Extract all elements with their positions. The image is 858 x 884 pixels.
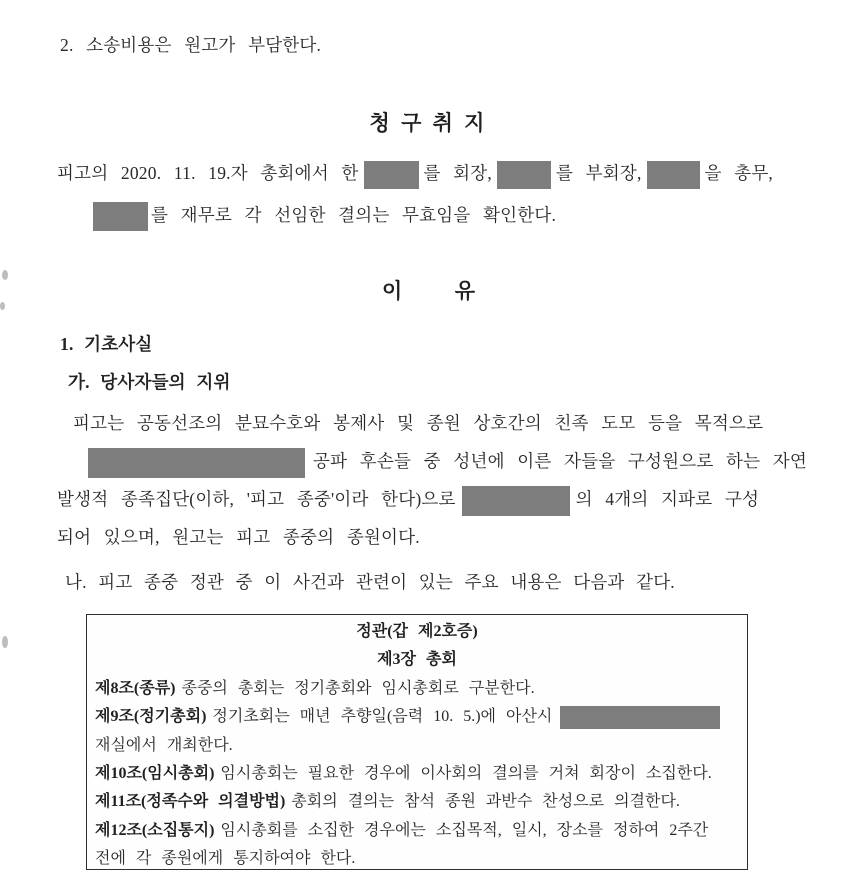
redaction-box xyxy=(462,486,570,516)
claim-line-1-text-3: 를 부회장, xyxy=(555,163,642,183)
article-11-label: 제11조(정족수와 의결방법) xyxy=(95,793,286,811)
bylaws-article-12-continued: 전에 각 종원에게 통지하여야 한다. xyxy=(95,850,356,868)
bylaws-article-9 xyxy=(95,703,739,731)
redaction-box xyxy=(647,161,700,189)
article-9-text: 정기초회는 매년 추향일(음력 10. 5.)에 아산시 xyxy=(212,708,553,726)
bylaws-article-12 xyxy=(95,817,739,845)
redaction-box xyxy=(560,706,720,729)
facts-paragraph-line-3-text-1: 발생적 종족집단(이하, '피고 종중'이라 한다)으로 xyxy=(57,489,456,509)
facts-paragraph-line-2-text: 공파 후손들 중 성년에 이른 자들을 구성원으로 하는 자연 xyxy=(313,451,808,471)
redaction-box xyxy=(497,161,551,189)
article-11-text: 총회의 결의는 참석 종원 과반수 찬성으로 의결한다. xyxy=(291,793,680,811)
heading-basic-facts: 1. 기초사실 xyxy=(60,334,153,354)
scan-artifact xyxy=(0,302,5,310)
redaction-box xyxy=(88,448,305,478)
article-8-text: 종중의 총회는 정기총회와 임시총회로 구분한다. xyxy=(181,679,535,697)
bylaws-article-9-continued: 재실에서 개최한다. xyxy=(95,736,233,754)
facts-paragraph-line-3-text-2: 의 4개의 지파로 구성 xyxy=(575,489,760,509)
costs-order-line: 2. 소송비용은 원고가 부담한다. xyxy=(60,35,322,55)
scan-artifact xyxy=(2,270,8,280)
article-8-label: 제8조(종류) xyxy=(95,679,176,697)
facts-paragraph-line-2 xyxy=(57,442,808,480)
redaction-box xyxy=(93,202,148,231)
article-12-label: 제12조(소집통지) xyxy=(95,821,215,839)
heading-bylaws-contents: 나. 피고 종중 정관 중 이 사건과 관련이 있는 주요 내용은 다음과 같다. xyxy=(65,572,675,592)
claim-line-2 xyxy=(57,194,800,236)
claim-line-1-text-4: 을 총무, xyxy=(704,163,774,183)
bylaws-article-11 xyxy=(95,788,739,816)
claim-line-1-text-2: 를 회장, xyxy=(423,163,492,183)
bylaws-article-8 xyxy=(95,675,739,703)
facts-paragraph-line-3 xyxy=(57,480,800,518)
article-12-text: 임시총회를 소집한 경우에는 소집목적, 일시, 장소를 정하여 2주간 xyxy=(220,821,709,839)
article-10-label: 제10조(임시총회) xyxy=(95,765,215,783)
claim-section-title: 청 구 취 지 xyxy=(369,111,488,135)
facts-paragraph-line-1: 피고는 공동선조의 분묘수호와 봉제사 및 종원 상호간의 친족 도모 등을 목적으로 xyxy=(73,413,764,433)
redaction-box xyxy=(364,161,419,189)
bylaws-title: 정관(갑 제2호증) xyxy=(356,623,478,640)
reasons-section-title: 이 유 xyxy=(381,279,476,303)
facts-paragraph-line-4: 되어 있으며, 원고는 피고 종중의 종원이다. xyxy=(57,527,420,547)
heading-parties-status: 가. 당사자들의 지위 xyxy=(68,372,231,392)
bylaws-chapter-heading: 제3장 총회 xyxy=(377,651,457,669)
scan-artifact xyxy=(2,636,8,648)
bylaws-article-10 xyxy=(95,760,739,788)
article-9-label: 제9조(정기총회) xyxy=(95,708,207,726)
claim-line-2-text: 를 재무로 각 선임한 결의는 무효임을 확인한다. xyxy=(151,205,557,225)
article-10-text: 임시총회는 필요한 경우에 이사회의 결의를 거쳐 회장이 소집한다. xyxy=(220,765,712,783)
claim-line-1-text-1: 피고의 2020. 11. 19.자 총회에서 한 xyxy=(57,163,359,183)
claim-line-1 xyxy=(57,152,800,194)
bylaws-excerpt-box xyxy=(86,614,748,870)
